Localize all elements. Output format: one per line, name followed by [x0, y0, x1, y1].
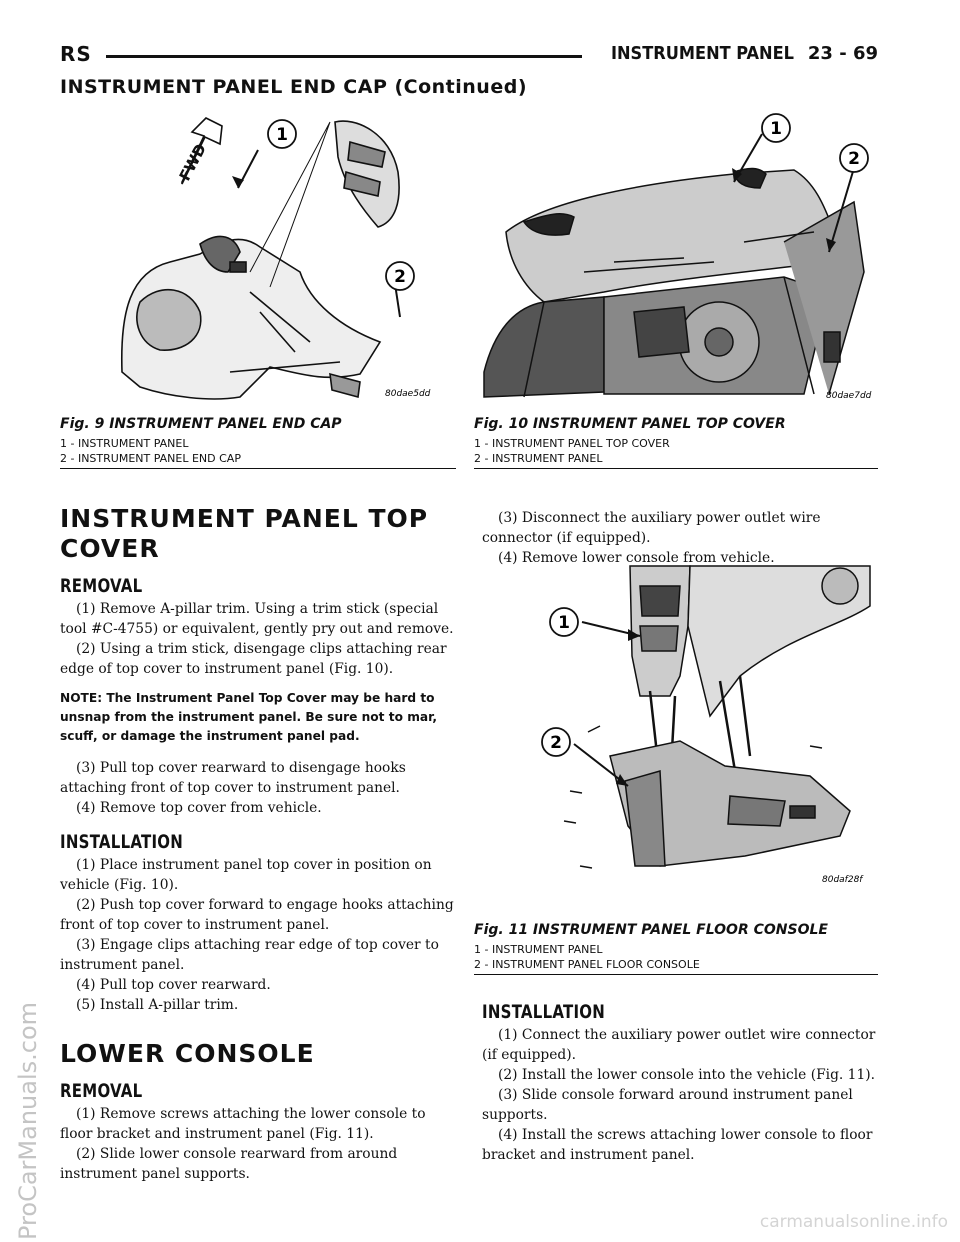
continued-heading: INSTRUMENT PANEL END CAP (Continued) [60, 76, 528, 98]
removal-step: (3) Disconnect the auxiliary power outlet wire connector (if equipped). [482, 510, 821, 546]
section-title-lower-console: LOWER CONSOLE [60, 1039, 315, 1068]
removal-heading: REMOVAL [60, 576, 143, 597]
watermark-text: ProCarManuals.com [14, 1001, 42, 1240]
figure-title: Fig. 11 INSTRUMENT PANEL FLOOR CONSOLE [474, 922, 828, 938]
header-model-code: RS [60, 42, 92, 66]
callout-1: 1 [276, 125, 288, 145]
figure-11 [540, 566, 876, 888]
figure-9-caption [60, 416, 456, 469]
lower-console-removal-heading: REMOVAL [60, 1081, 143, 1102]
lower-console-installation-heading: INSTALLATION [482, 1002, 606, 1023]
note-text: NOTE: The Instrument Panel Top Cover may be hard to unsnap from the instrument panel. Be sure not to mar, scuff, or damage the instrument panel pad. [60, 691, 437, 743]
figure-10-caption [474, 416, 878, 469]
installation-step: (3) Engage clips attaching rear edge of top cover to instrument panel. [60, 937, 439, 973]
legend-item: 2 - INSTRUMENT PANEL FLOOR CONSOLE [474, 958, 700, 971]
legend-item: 2 - INSTRUMENT PANEL [474, 452, 603, 465]
legend-item: 1 - INSTRUMENT PANEL [60, 437, 189, 450]
footer-watermark: carmanualsonline.info [759, 1212, 948, 1232]
callout-1: 1 [558, 613, 570, 633]
legend-item: 2 - INSTRUMENT PANEL END CAP [60, 452, 241, 465]
removal-step: (4) Remove top cover from vehicle. [76, 800, 322, 816]
figure-9-illustration [110, 112, 431, 406]
removal-step: (3) Pull top cover rearward to disengage hooks attaching front of top cover to instrument panel. [60, 760, 406, 796]
header-section-title: INSTRUMENT PANEL [610, 43, 794, 64]
removal-step: (2) Slide lower console rearward from around instrument panel supports. [60, 1146, 398, 1182]
figure-code: 80dae7dd [826, 391, 872, 401]
caption-rule [474, 974, 878, 975]
legend-item: 1 - INSTRUMENT PANEL [474, 943, 603, 956]
removal-step: (4) Remove lower console from vehicle. [498, 550, 775, 566]
callout-2: 2 [848, 149, 860, 169]
installation-step: (5) Install A-pillar trim. [76, 997, 239, 1013]
figure-code: 80dae5dd [385, 389, 431, 399]
header-page-number: 23 - 69 [807, 43, 878, 64]
installation-step: (4) Install the screws attaching lower console to floor bracket and instrument panel. [482, 1127, 873, 1163]
figure-9 [110, 112, 431, 406]
removal-step: (1) Remove screws attaching the lower console to floor bracket and instrument panel (Fig. 11). [60, 1106, 426, 1142]
callout-2: 2 [394, 267, 406, 287]
figure-title: Fig. 10 INSTRUMENT PANEL TOP COVER [474, 416, 786, 432]
right-column-bottom [482, 1002, 878, 1165]
left-column [60, 504, 456, 1184]
installation-step: (2) Install the lower console into the vehicle (Fig. 11). [498, 1067, 876, 1083]
installation-step: (1) Place instrument panel top cover in position on vehicle (Fig. 10). [60, 857, 432, 893]
figure-title: Fig. 9 INSTRUMENT PANEL END CAP [60, 416, 342, 432]
right-column-top [482, 508, 878, 568]
figure-11-illustration [540, 566, 876, 888]
figure-code: 80daf28f [822, 875, 863, 885]
section-title-top-cover: INSTRUMENT PANEL TOP COVER [60, 504, 429, 563]
installation-heading: INSTALLATION [60, 832, 184, 853]
header-rule [106, 55, 582, 58]
caption-rule [474, 468, 878, 469]
fwd-label: FWD [175, 140, 210, 184]
removal-step: (2) Using a trim stick, disengage clips attaching rear edge of top cover to instrument panel (Fig. 10). [60, 641, 447, 677]
side-watermark [8, 510, 42, 1240]
callout-2: 2 [550, 733, 562, 753]
figure-10-illustration [484, 112, 878, 404]
callout-1: 1 [770, 119, 782, 139]
page-header [60, 40, 878, 76]
legend-item: 1 - INSTRUMENT PANEL TOP COVER [474, 437, 670, 450]
removal-step: (1) Remove A-pillar trim. Using a trim stick (special tool #C-4755) or equivalent, gently pry out and remove. [60, 601, 454, 637]
installation-step: (3) Slide console forward around instrument panel supports. [482, 1087, 853, 1123]
figure-10 [484, 112, 878, 404]
installation-step: (2) Push top cover forward to engage hooks attaching front of top cover to instrument panel. [60, 897, 454, 933]
installation-step: (4) Pull top cover rearward. [76, 977, 271, 993]
figure-11-caption [474, 922, 878, 975]
caption-rule [60, 468, 456, 469]
installation-step: (1) Connect the auxiliary power outlet wire connector (if equipped). [482, 1027, 876, 1063]
